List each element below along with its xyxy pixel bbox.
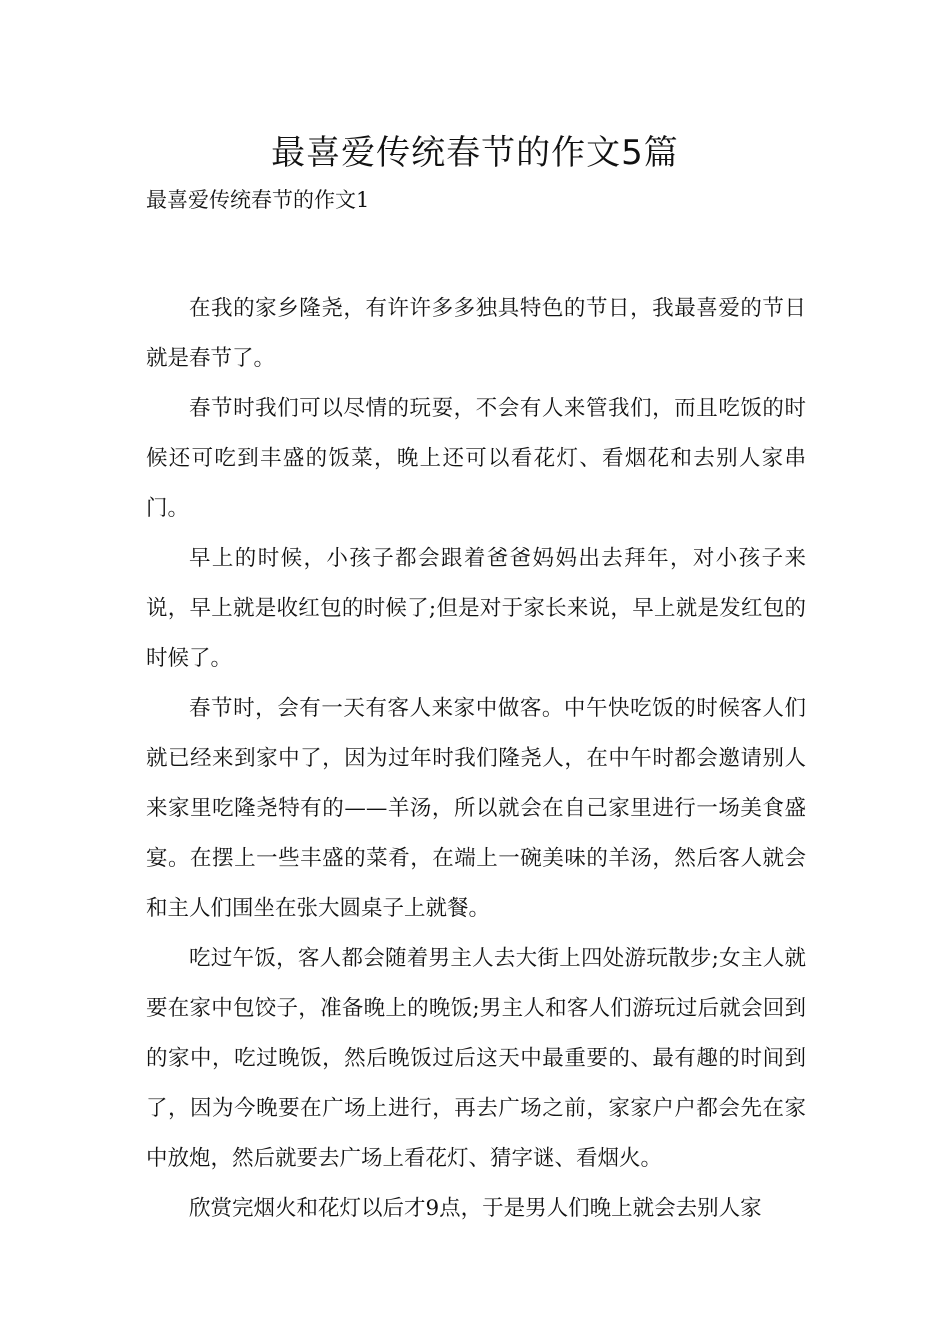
paragraph-2: 春节时我们可以尽情的玩耍，不会有人来管我们，而且吃饭的时候还可吃到丰盛的饭菜，晚上还可以看花灯、看烟花和去别人家串门。 [146,396,806,521]
essay-body [146,284,806,1234]
section-heading: 最喜爱传统春节的作文1 [146,188,370,212]
paragraph-4: 春节时，会有一天有客人来家中做客。中午快吃饭的时候客人们就已经来到家中了，因为过年时我们隆尧人，在中午时都会邀请别人来家里吃隆尧特有的——羊汤，所以就会在自己家里进行一场美食盛宴。在摆上一些丰盛的菜肴，在端上一碗美味的羊汤，然后客人就会和主人们围坐在张大圆桌子上就餐。 [146,696,806,921]
paragraph-5: 吃过午饭，客人都会随着男主人去大街上四处游玩散步;女主人就要在家中包饺子，准备晚上的晚饭;男主人和客人们游玩过后就会回到的家中，吃过晚饭，然后晚饭过后这天中最重要的、最有趣的时间到了，因为今晚要在广场上进行，再去广场之前，家家户户都会先在家中放炮，然后就要去广场上看花灯、猜字谜、看烟火。 [146,946,806,1171]
paragraph-6: 欣赏完烟火和花灯以后才9点，于是男人们晚上就会去别人家 [189,1196,762,1221]
paragraph-1: 在我的家乡隆尧，有许许多多独具特色的节日，我最喜爱的节日就是春节了。 [146,296,806,371]
document-title: 最喜爱传统春节的作文5篇 [271,133,679,173]
paragraph-3: 早上的时候，小孩子都会跟着爸爸妈妈出去拜年，对小孩子来说，早上就是收红包的时候了;但是对于家长来说，早上就是发红包的时候了。 [146,546,806,671]
